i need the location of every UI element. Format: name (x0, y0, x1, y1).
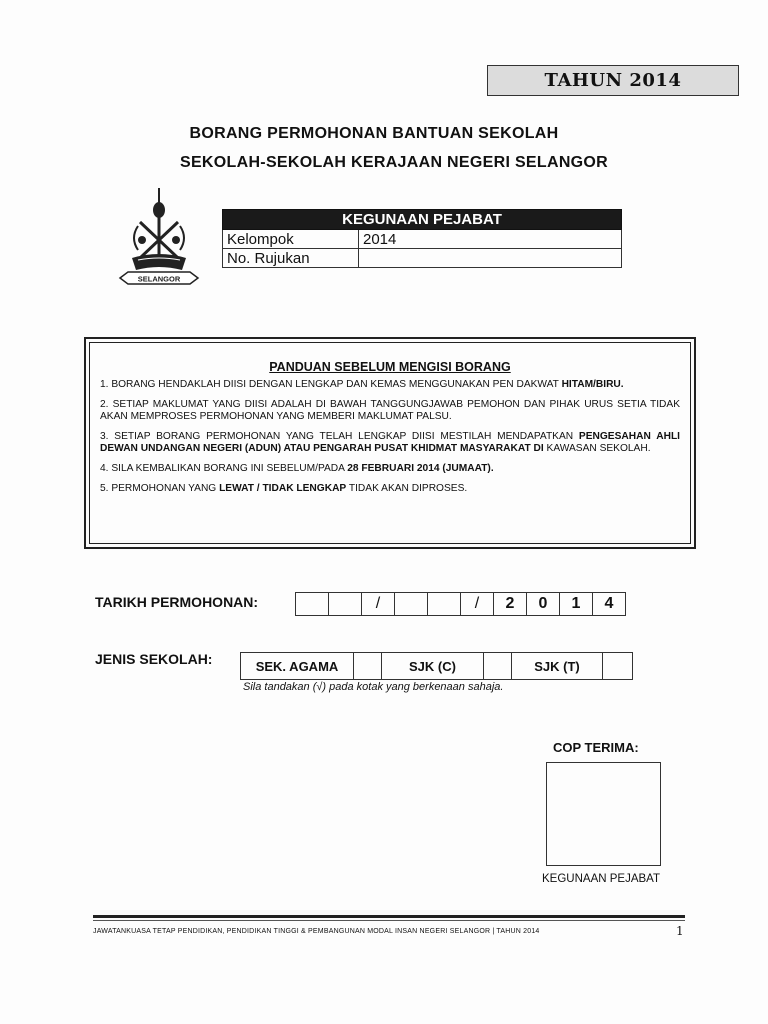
application-date-label: TARIKH PERMOHONAN: (95, 594, 259, 610)
footer-text: JAWATANKUASA TETAP PENDIDIKAN, PENDIDIKAN TINGGI & PEMBANGUNAN MODAL INSAN NEGERI SELANGOR | TAHUN 2014 (93, 928, 540, 935)
table-row (223, 249, 622, 268)
date-year-2: 0 (527, 593, 560, 615)
year-box: TAHUN 2014 (487, 65, 739, 96)
school-type-options (240, 652, 633, 680)
date-month-2[interactable] (428, 593, 461, 615)
school-option-checkbox-agama[interactable] (354, 653, 382, 679)
date-separator: / (362, 593, 395, 615)
stamp-caption: KEGUNAAN PEJABAT (542, 873, 661, 885)
school-option-checkbox-sjkt[interactable] (603, 653, 632, 679)
guide-item: 1. BORANG HENDAKLAH DIISI DENGAN LENGKAP DAN KEMAS MENGGUNAKAN PEN DAKWAT HITAM/BIRU. (100, 379, 624, 390)
date-day-1[interactable] (296, 593, 329, 615)
office-use-value[interactable]: 2014 (359, 230, 622, 249)
guide-item: 4. SILA KEMBALIKAN BORANG INI SEBELUM/PADA 28 FEBRUARI 2014 (JUMAAT). (100, 463, 494, 474)
office-use-table (222, 209, 622, 268)
guide-title: PANDUAN SEBELUM MENGISI BORANG (269, 360, 511, 374)
guide-item: 5. PERMOHONAN YANG LEWAT / TIDAK LENGKAP TIDAK AKAN DIPROSES. (100, 483, 468, 494)
guide-item: 3. SETIAP BORANG PERMOHONAN YANG TELAH LENGKAP DIISI MESTILAH MENDAPATKAN PENGESAHAN AHLI DEWAN UNDANGAN NEGERI (ADUN) ATAU PENGARAH PUSAT KHIDMAT MASYARAKAT DI KAWASAN SEKOLAH. (100, 431, 680, 454)
date-year-4: 4 (604, 595, 614, 612)
date-month-1[interactable] (395, 593, 428, 615)
school-option-label: SJK (T) (512, 653, 603, 679)
office-use-label: No. Rujukan (223, 249, 359, 268)
form-title: BORANG PERMOHONAN BANTUAN SEKOLAH (189, 125, 559, 142)
stamp-box[interactable] (546, 762, 661, 866)
application-date-field (295, 592, 626, 616)
school-option-label: SEK. AGAMA (241, 653, 354, 679)
footer-divider-thin (93, 920, 685, 921)
stamp-label: COP TERIMA: (553, 740, 639, 755)
date-separator: / (461, 593, 494, 615)
date-day-2[interactable] (329, 593, 362, 615)
school-type-label: JENIS SEKOLAH: (95, 651, 213, 667)
school-option-checkbox-sjkc[interactable] (484, 653, 512, 679)
school-option-label: SJK (C) (382, 653, 484, 679)
form-subtitle: SEKOLAH-SEKOLAH KERAJAAN NEGERI SELANGOR (179, 154, 609, 171)
footer-divider (93, 915, 685, 918)
date-year-1: 2 (494, 593, 527, 615)
table-row (223, 230, 622, 249)
page-number: 1 (676, 924, 684, 938)
guide-item: 2. SETIAP MAKLUMAT YANG DIISI ADALAH DI BAWAH TANGGUNGJAWAB PEMOHON DAN PIHAK URUS SETIA TIDAK AKAN MEMPROSES PERMOHONAN YANG MEMBERI MAKLUMAT PALSU. (100, 399, 680, 422)
selangor-crest-icon (118, 186, 200, 294)
office-use-header: KEGUNAAN PEJABAT (223, 210, 622, 230)
office-use-label: Kelompok (223, 230, 359, 249)
guide-box (84, 337, 696, 549)
school-type-note: Sila tandakan (√) pada kotak yang berkenaan sahaja. (243, 681, 504, 693)
date-year-3: 1 (560, 593, 593, 615)
guide-inner (89, 342, 691, 544)
crest-ribbon-text: SELANGOR (137, 274, 181, 284)
office-use-value[interactable] (359, 249, 622, 268)
